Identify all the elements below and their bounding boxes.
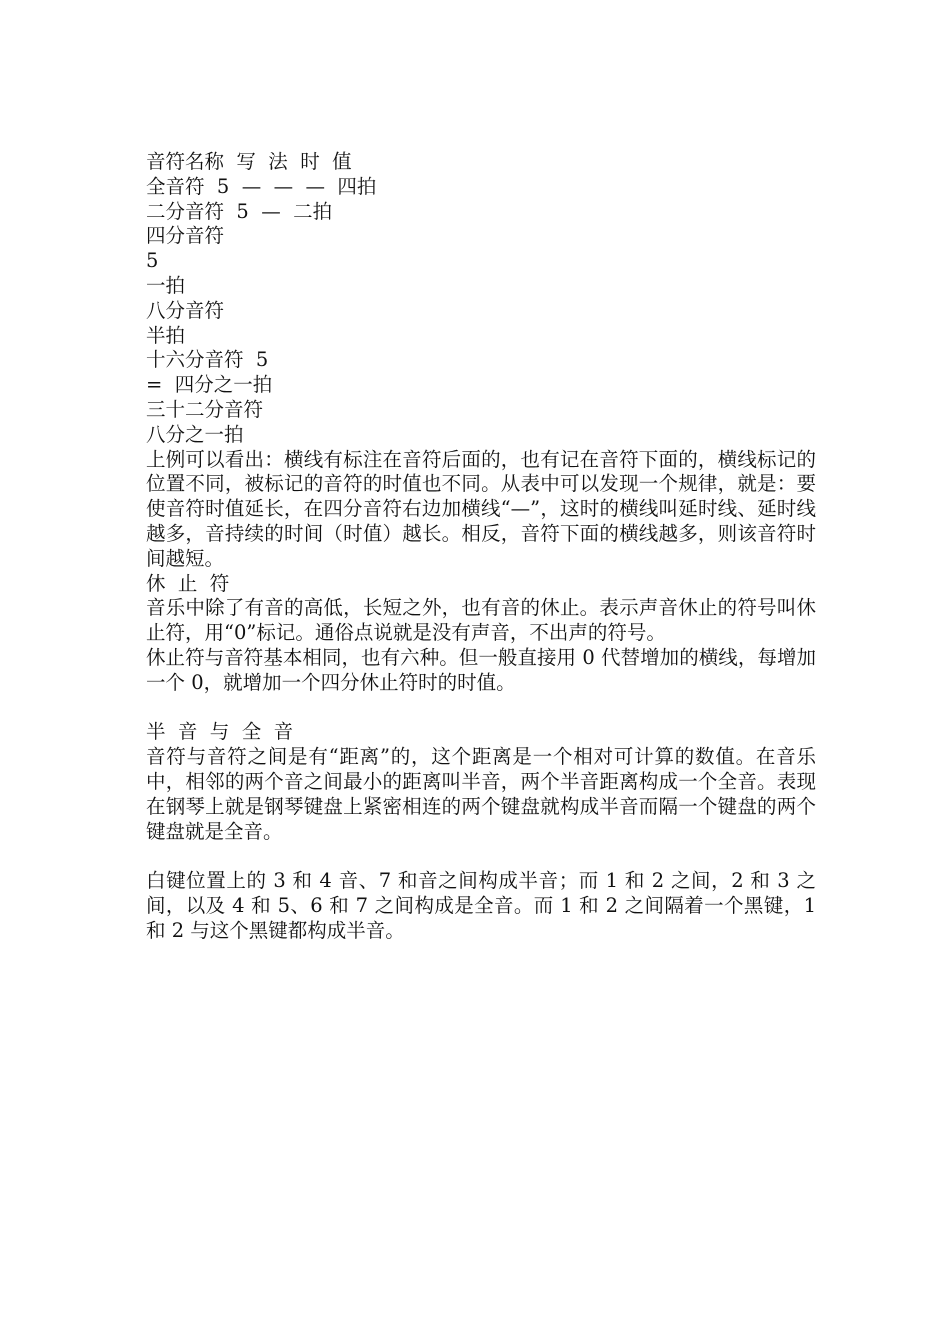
spacer	[146, 696, 816, 721]
semitone-section-heading: 半 音 与 全 音	[146, 720, 294, 744]
note-table-row: 半拍	[146, 323, 186, 347]
note-table-row: 一拍	[146, 273, 186, 297]
note-table-header: 音符名称 写 法 时 值	[146, 150, 352, 173]
note-table-row: 八分音符	[146, 298, 225, 322]
spacer	[146, 844, 816, 869]
rest-paragraph-1: 音乐中除了有音的高低，长短之外，也有音的休止。表示声音休止的符号叫休止符，用“0”标记。通俗点说就是没有声音，不出声的符号。	[146, 596, 816, 645]
semitone-paragraph-2: 白键位置上的 3 和 4 音、7 和音之间构成半音；而 1 和 2 之间，2 和 3 之间，以及 4 和 5、6 和 7 之间构成是全音。而 1 和 2 之间隔着一个黑键，1 和 2 与这个黑键都构成半音。	[146, 869, 816, 942]
note-table-row: 八分之一拍	[146, 422, 244, 446]
note-table-row: 全音符 5 — — — 四拍	[146, 174, 377, 198]
rest-section-heading: 休 止 符	[146, 571, 230, 595]
semitone-paragraph-1: 音符与音符之间是有“距离”的，这个距离是一个相对可计算的数值。在音乐中，相邻的两个音之间最小的距离叫半音，两个半音距离构成一个全音。表现在钢琴上就是钢琴键盘上紧密相连的两个键盘就构成半音而隔一个键盘的两个键盘就是全音。	[146, 745, 816, 843]
note-table-row: 三十二分音符	[146, 397, 264, 421]
rest-paragraph-2: 休止符与音符基本相同，也有六种。但一般直接用 0 代替增加的横线，每增加一个 0，就增加一个四分休止符时的时值。	[146, 645, 816, 694]
note-table-row: 5	[146, 249, 159, 273]
note-table-row: 二分音符 5 — 二拍	[146, 199, 333, 223]
note-table-row: 四分音符	[146, 224, 225, 248]
document-body	[146, 150, 816, 944]
note-table-row: = 四分之一拍	[146, 373, 273, 397]
note-table-row: 十六分音符 5	[146, 348, 269, 372]
duration-rule-paragraph: 上例可以看出：横线有标注在音符后面的，也有记在音符下面的，横线标记的位置不同，被标记的音符的时值也不同。从表中可以发现一个规律，就是：要使音符时值延长，在四分音符右边加横线“—”，这时的横线叫延时线、延时线越多，音持续的时间（时值）越长。相反，音符下面的横线越多，则该音符时间越短。	[146, 447, 816, 570]
